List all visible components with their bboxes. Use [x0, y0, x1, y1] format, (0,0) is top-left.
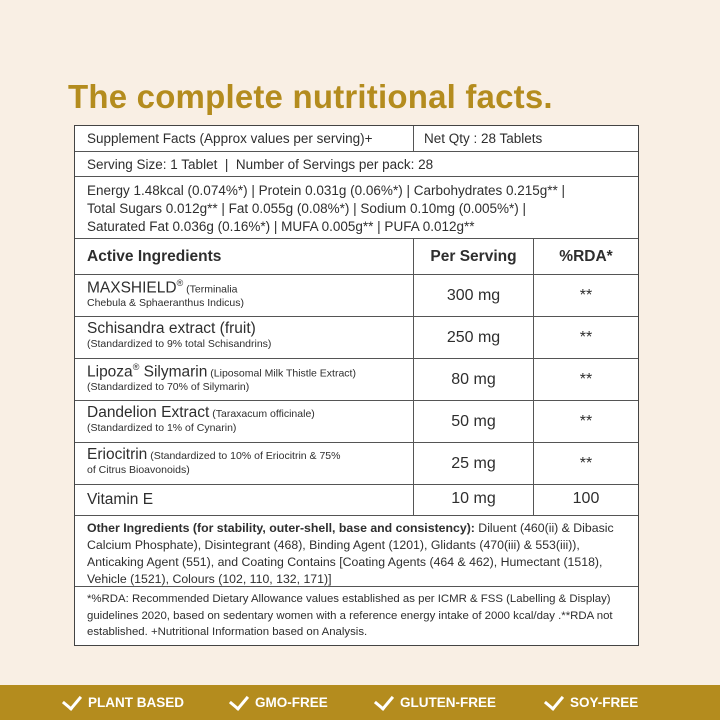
- vitamin-name: Vitamin E: [75, 485, 414, 515]
- nutrition-line: Saturated Fat 0.036g (0.16%*) | MUFA 0.005g** | PUFA 0.012g**: [87, 219, 475, 234]
- claim-label: GMO-FREE: [255, 695, 328, 710]
- page-title: The complete nutritional facts.: [68, 78, 553, 115]
- ingredient-note: (Standardized to 10% of Eriocitrin & 75%: [147, 450, 341, 462]
- ingredient-note: (Terminalia: [183, 283, 238, 296]
- ingredient-amount: 250 mg: [414, 317, 534, 358]
- ingredient-row: [75, 275, 638, 317]
- checkmark-icon: [229, 690, 249, 711]
- ingredient-row: [75, 443, 638, 485]
- column-header-rda: %RDA*: [559, 248, 613, 265]
- ingredient-amount: 300 mg: [414, 275, 534, 316]
- column-header-ingredients: Active Ingredients: [75, 239, 414, 274]
- ingredient-name-rest: Silymarin: [139, 363, 208, 381]
- ingredient-standardization: (Standardized to 70% of Silymarin): [87, 381, 250, 394]
- other-ingredients: [75, 516, 638, 587]
- facts-header-label: Supplement Facts (Approx values per serving)+: [75, 126, 414, 151]
- claim-label: SOY-FREE: [570, 695, 639, 710]
- ingredient-rda: **: [579, 371, 593, 388]
- checkmark-icon: [62, 690, 82, 711]
- net-quantity: Net Qty : 28 Tablets: [424, 131, 543, 146]
- column-header-per-serving: Per Serving: [414, 239, 534, 274]
- ingredient-note: (Liposomal Milk Thistle Extract): [207, 367, 356, 380]
- nutrition-info: [75, 177, 638, 239]
- ingredient-name-cell: [75, 359, 414, 400]
- ingredient-amount: 80 mg: [414, 359, 534, 400]
- ingredient-rda: **: [579, 455, 593, 472]
- vitamin-amount: 10 mg: [414, 485, 534, 515]
- supplement-facts-table: [74, 125, 639, 646]
- ingredient-name-cell: [75, 401, 414, 442]
- ingredient-name: MAXSHIELD: [87, 279, 177, 297]
- ingredient-amount: 25 mg: [414, 443, 534, 484]
- registered-mark: ®: [132, 362, 140, 372]
- ingredient-name-cell: [75, 275, 414, 316]
- checkmark-icon: [374, 690, 394, 711]
- nutrition-line: Total Sugars 0.012g** | Fat 0.055g (0.08%*) | Sodium 0.10mg (0.005%*) |: [87, 201, 527, 216]
- ingredient-row: [75, 401, 638, 443]
- ingredient-rda: **: [579, 287, 593, 304]
- claim-badge: [548, 695, 638, 710]
- serving-info: Serving Size: 1 Tablet | Number of Servings per pack: 28: [75, 152, 638, 177]
- ingredient-name: Schisandra extract (fruit): [87, 320, 256, 337]
- claim-badge: [378, 695, 496, 710]
- other-ingredients-label: Other Ingredients (for stability, outer-shell, base and consistency):: [87, 521, 475, 535]
- ingredient-rda: **: [579, 329, 593, 346]
- nutrition-line: Energy 1.48kcal (0.074%*) | Protein 0.031g (0.06%*) | Carbohydrates 0.215g** |: [87, 183, 566, 198]
- ingredient-note: (Taraxacum officinale): [209, 408, 315, 420]
- claim-badge: [233, 695, 328, 710]
- checkmark-icon: [544, 690, 564, 711]
- ingredient-standardization: of Citrus Bioavonoids): [87, 464, 190, 476]
- ingredients-header-row: [75, 239, 638, 275]
- claim-label: GLUTEN-FREE: [400, 695, 496, 710]
- ingredient-standardization: (Standardized to 9% total Schisandrins): [87, 338, 272, 350]
- ingredient-amount: 50 mg: [414, 401, 534, 442]
- vitamin-rda: 100: [572, 490, 600, 507]
- claims-bar: [0, 685, 720, 720]
- ingredient-row: [75, 317, 638, 359]
- ingredient-standardization: Chebula & Sphaeranthus Indicus): [87, 297, 245, 310]
- ingredient-standardization: (Standardized to 1% of Cynarin): [87, 422, 237, 434]
- ingredient-name: Lipoza: [87, 363, 133, 381]
- ingredient-rda: **: [579, 413, 593, 430]
- claim-label: PLANT BASED: [88, 695, 185, 710]
- rda-footnote: *%RDA: Recommended Dietary Allowance values established as per ICMR & FSS (Labelling & Display) guidelines 2020, based on sedentary women with a reference energy intake of 2000 kcal/day .**RDA not established. +Nutritional Information based on Analysis.: [87, 593, 613, 638]
- other-ingredients-text: Diluent (460(ii) & Dibasic Calcium Phosphate), Disintegrant (468), Binding Agent (1201), Glidants (470(iii) & 553(iii)), Anticaking Agent (551), and Coating Contains [Coating Agents (464 & 462), Humectant (1518), Vehicle (1521), Colours (102, 110, 132, 171)]: [87, 521, 614, 586]
- ingredient-row: [75, 359, 638, 401]
- ingredient-name: Dandelion Extract: [87, 404, 210, 421]
- claim-badge: [66, 695, 184, 710]
- ingredient-name: Eriocitrin: [87, 446, 148, 463]
- facts-header-row: [75, 126, 638, 152]
- ingredient-name-cell: [75, 443, 414, 484]
- registered-mark: ®: [176, 278, 184, 288]
- vitamin-row: [75, 485, 638, 516]
- ingredient-name-cell: [75, 317, 414, 358]
